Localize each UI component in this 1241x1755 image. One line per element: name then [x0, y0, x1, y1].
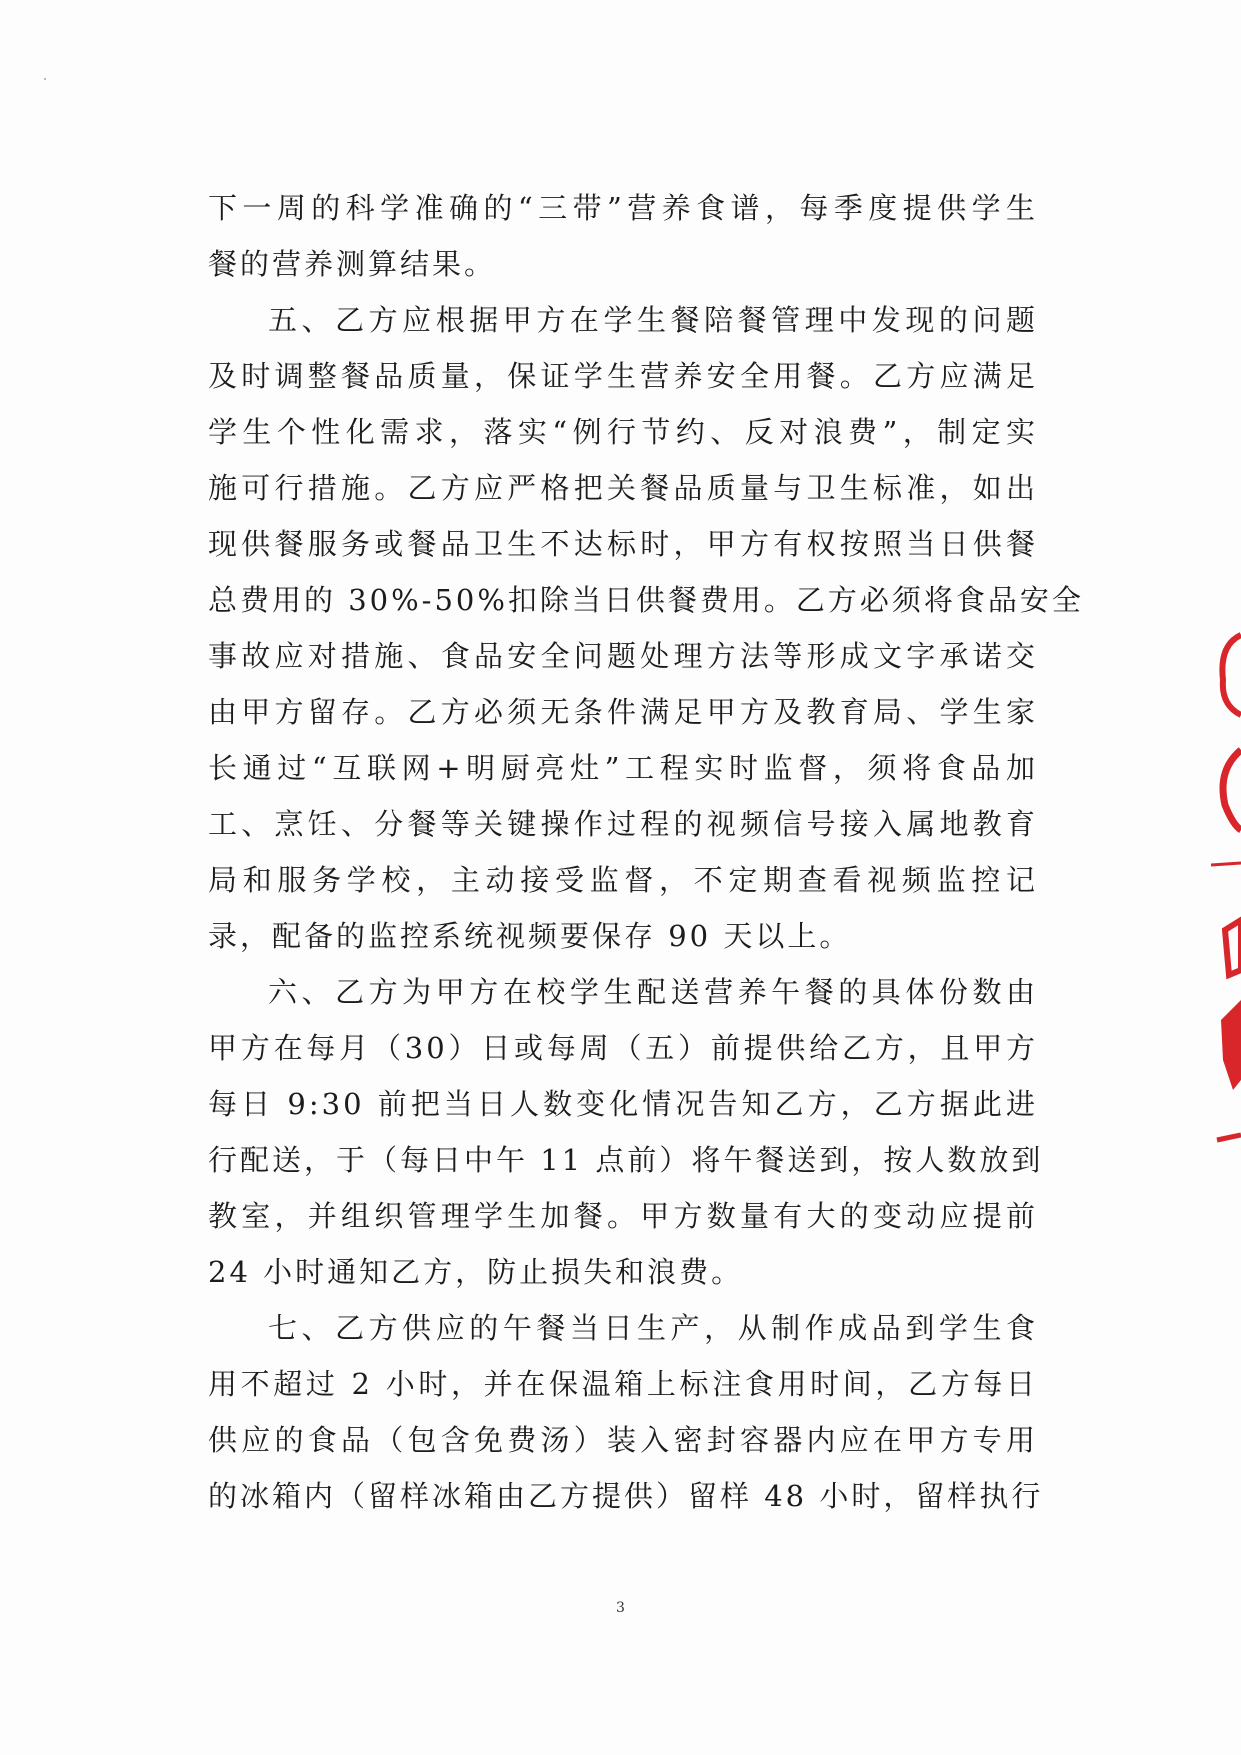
text-line: 现供餐服务或餐品卫生不达标时，甲方有权按照当日供餐	[208, 527, 1038, 561]
scan-speck	[44, 78, 46, 80]
text-line: 教室，并组织管理学生加餐。甲方数量有大的变动应提前	[208, 1199, 1038, 1233]
text-line: 每日 9:30 前把当日人数变化情况告知乙方，乙方据此进	[208, 1087, 1038, 1121]
text-line: 下一周的科学准确的“三带”营养食谱，每季度提供学生	[208, 191, 1038, 225]
text-line: 甲方在每月（30）日或每周（五）前提供给乙方，且甲方	[208, 1031, 1038, 1065]
page-number: 3	[616, 1600, 625, 1616]
text-line: 由甲方留存。乙方必须无条件满足甲方及教育局、学生家	[208, 695, 1038, 729]
text-line: 局和服务学校，主动接受监督，不定期查看视频监控记	[208, 863, 1038, 897]
text-line: 及时调整餐品质量，保证学生营养安全用餐。乙方应满足	[208, 359, 1038, 393]
seal-stamp-fragment-icon	[1211, 620, 1241, 1180]
text-line: 长通过“互联网+明厨亮灶”工程实时监督，须将食品加	[208, 751, 1038, 785]
text-line: 施可行措施。乙方应严格把关餐品质量与卫生标准，如出	[208, 471, 1038, 505]
text-line: 行配送，于（每日中午 11 点前）将午餐送到，按人数放到	[208, 1143, 1044, 1177]
text-line: 事故应对措施、食品安全问题处理方法等形成文字承诺交	[208, 639, 1038, 673]
text-line: 用不超过 2 小时，并在保温箱上标注食用时间，乙方每日	[208, 1367, 1038, 1401]
text-line: 24 小时通知乙方，防止损失和浪费。	[208, 1255, 744, 1289]
text-line: 的冰箱内（留样冰箱由乙方提供）留样 48 小时，留样执行	[208, 1479, 1044, 1513]
paragraph-six-start: 六、乙方为甲方在校学生配送营养午餐的具体份数由	[268, 975, 1038, 1009]
text-line: 总费用的 30%-50%扣除当日供餐费用。乙方必须将食品安全	[208, 583, 1084, 617]
text-line: 工、烹饪、分餐等关键操作过程的视频信号接入属地教育	[208, 807, 1038, 841]
body-text	[208, 180, 1084, 1524]
text-line: 录，配备的监控系统视频要保存 90 天以上。	[208, 919, 852, 953]
paragraph-seven-start: 七、乙方供应的午餐当日生产，从制作成品到学生食	[268, 1311, 1038, 1345]
text-line: 学生个性化需求，落实“例行节约、反对浪费”，制定实	[208, 415, 1038, 449]
seal-stamp-group	[1211, 635, 1241, 1140]
text-line: 餐的营养测算结果。	[208, 247, 497, 281]
paragraph-five-start: 五、乙方应根据甲方在学生餐陪餐管理中发现的问题	[268, 303, 1038, 337]
text-line: 供应的食品（包含免费汤）装入密封容器内应在甲方专用	[208, 1423, 1038, 1457]
